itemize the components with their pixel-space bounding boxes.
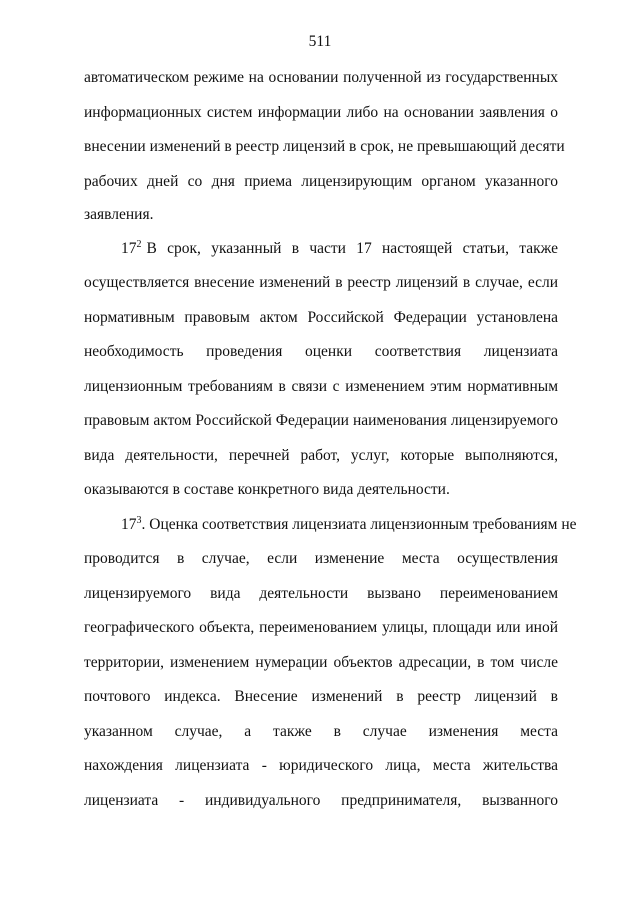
page-number: 511	[308, 33, 332, 50]
text-line: В срок, указанный в части 17 настоящей статьи, также	[146, 240, 558, 257]
text-line: автоматическом режиме на основании полученной из государственных	[84, 69, 558, 86]
paragraph-17-2-first-line	[121, 239, 558, 259]
text-line: указанном случае, а также в случае изменения места	[84, 723, 558, 740]
text-line: лицензируемого вида деятельности вызвано переименованием	[84, 585, 558, 602]
text-line: лицензиата - индивидуального предпринимателя, вызванного	[84, 792, 558, 809]
paragraph-marker: $17^3$	[121, 514, 142, 533]
text-line: почтового индекса. Внесение изменений в реестр лицензий в	[84, 688, 558, 705]
text-line: лицензионным требованиям в связи с изменением этим нормативным	[84, 378, 558, 395]
text-line: оказываются в составе конкретного вида деятельности.	[84, 481, 450, 498]
text-line: осуществляется внесение изменений в реестр лицензий в случае, если	[84, 274, 558, 291]
text-line: информационных систем информации либо на основании заявления о	[84, 104, 558, 121]
text-line: правовым актом Российской Федерации наименования лицензируемого	[84, 412, 558, 429]
text-line: проводится в случае, если изменение места осуществления	[84, 550, 558, 567]
text-line: рабочих дней со дня приема лицензирующим органом указанного	[84, 173, 558, 190]
text-line: необходимость проведения оценки соответствия лицензиата	[84, 343, 558, 360]
text-line: заявления.	[84, 206, 154, 223]
text-line: . Оценка соответствия лицензиата лицензионным требованиям не	[141, 516, 577, 533]
text-line: географического объекта, переименованием улицы, площади или иной	[84, 619, 558, 636]
paragraph-17-3-first-line	[121, 514, 577, 535]
paragraph-marker: $17^2$	[121, 238, 142, 257]
text-line: нормативным правовым актом Российской Федерации установлена	[84, 309, 558, 326]
text-line: нахождения лицензиата - юридического лица, места жительства	[84, 757, 558, 774]
text-line: территории, изменением нумерации объектов адресации, в том числе	[84, 654, 558, 671]
text-line: внесении изменений в реестр лицензий в срок, не превышающий десяти	[84, 138, 565, 155]
text-line: вида деятельности, перечней работ, услуг, которые выполняются,	[84, 447, 558, 464]
